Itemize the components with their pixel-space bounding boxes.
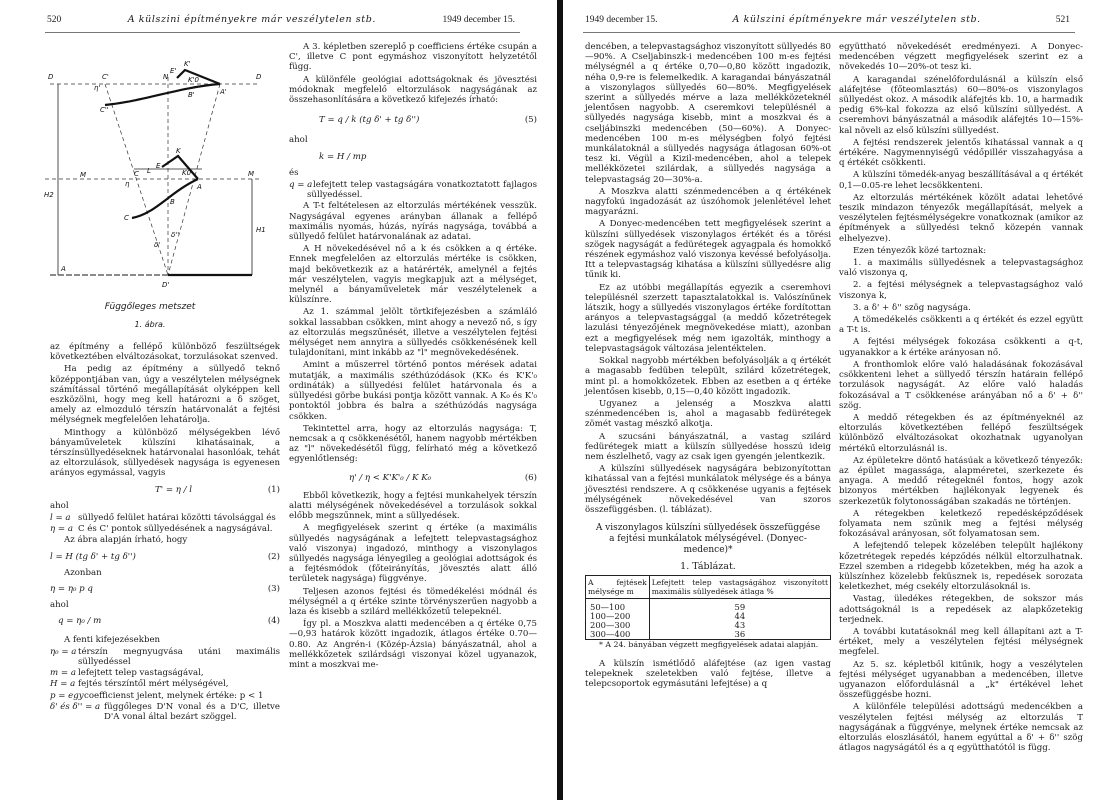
paragraph: Ez az utóbbi megállapítás egyezik a cseremhovi településnél szerzett tapasztalatokkal is. Valószínűnek látszik, hogy a süllyedés viszonylagos értéke fordítottan arányos a telepvastagsággal (a meddő kőzetrétegek lazulási tényezőjének megnövekedése miatt), azonban ezt a megfigyelések még nem igazolták, minthogy a telepvastagságok változása jelentéktelen. xyxy=(585,282,831,354)
paragraph: Az épületekre döntő hatásúak a következő tényezők: az épület magassága, alapméretei, szerkezete és anyaga. A meddő rétegeknél fontos, hogy azok bizonyos mértékben hajlékonyak legyenek és szerkezetük folytonosságában szakadás ne történjen. xyxy=(839,455,1083,507)
upper-subsidence-curve xyxy=(105,84,220,105)
text-azonban: Azonban xyxy=(64,567,102,578)
equation-5: T = q / k (tg δ' + tg δ'') (5) xyxy=(319,115,537,126)
label-E-prime: E' xyxy=(170,67,177,75)
cell-value: 44 xyxy=(649,612,830,621)
paragraph: A megfigyelések szerint q értéke (a maximális süllyedés nagyságának a lefejtett telepvastagsághoz való viszonya) ingadozó, minthogy a viszonylagos süllyedés nagysága lényegileg a geológiai adottságok és a fejtésmódok (főteirányítás, jövesztés alatt álló területek nagysága) függvénye. xyxy=(289,523,537,585)
paragraph: A Moszkva alatti szénmedencében a q értékének nagyfokú ingadozását az úszóhomok jelenlétével lehet magyarázni. xyxy=(585,186,831,218)
paragraph: A fenti kifejezésekben xyxy=(64,634,161,645)
left-column-2 xyxy=(289,42,537,672)
paragraph: A szucsáni bányászatnál, a vastag szilárd fedürétegek miatt a külszín süllyedése hosszú ideig nem észlelhető, vagy az csak igen gyengén jelentkezik. xyxy=(585,431,831,462)
table-title: A viszonylagos külszíni süllyedések összefüggése a fejtési munkálatok mélységével. (Donyec-medence)* xyxy=(595,523,821,556)
paragraph: az építmény a fellépő különböző feszültségek következtében elváltozásokat, torzulásokat szenved. xyxy=(50,342,280,363)
paragraph: A Donyec-medencében tett megfigyelések szerint a külszíni süllyedések viszonylagos értékét és a törési szögek nagyságát a fedürétegek agyagpala és homokkő részének egymáshoz való viszonya kevéssé befolyásolja. Itt a telepvastagság kihatása a külszíni süllyedésre alig tűnik ki. xyxy=(585,219,831,281)
equation-3: η = η₀ p q (3) xyxy=(50,584,280,595)
paragraph: Teljesen azonos fejtési és tömedékelési módnál és mélységnél a q értéke szinte törvényszerűen nagyobb a laza és kisebb a szilárd mellékkőzetű telepeknél. xyxy=(289,586,537,617)
label-C-low: C xyxy=(124,214,129,222)
label-N: N xyxy=(163,73,169,81)
definition-delta: δ' és δ'' = a függőleges D'N vonal és a D'C, illetve D'A vonal által bezárt szöggel. xyxy=(50,701,280,723)
header-rule xyxy=(583,32,1075,33)
text-ahol: ahol xyxy=(50,500,69,511)
running-title: A külszini építményekre már veszélytelen stb. xyxy=(732,14,981,25)
figure-number: 1. ábra. xyxy=(134,320,166,329)
label-delta-double-prime: δ'' xyxy=(171,231,180,239)
figure-vertical-section xyxy=(30,42,270,342)
paragraph: Vastag, üledékes rétegekben, de sokszor más adottságoknál is a repedések az alapkőzetekig terjednek. xyxy=(839,594,1083,625)
equation-number: (1) xyxy=(267,484,280,495)
label-A-bottom: A xyxy=(61,265,66,273)
text-ahol: ahol xyxy=(289,135,308,146)
issue-date: 1949 december 15. xyxy=(442,15,515,25)
paragraph: A fronthomlok előre való haladásának fokozásával csökkenteni lehet a süllyedő térszín határain fellépő torzulások nagyságát. Az előre való haladás fokozásával a T csökkenése arányában nő a δ' + δ'' szög. xyxy=(839,359,1083,411)
definition-eta0: η₀ = a térszín megnyugvása utáni maximális süllyedéssel xyxy=(50,646,280,668)
data-table xyxy=(585,575,831,640)
paragraph: Ebből következik, hogy a fejtési munkahelyek térszín alatti mélységének növekedésével a torzulások sokkal előbb megszűnnek, mint a süllyedések. xyxy=(289,490,537,522)
paragraph: A rétegekben keletkező repedésképződések folyamata nem szűnik meg a fejtési mélység fokozásával arányosan, sőt folyamatosan sem. xyxy=(839,508,1083,540)
paragraph: A további kutatásoknál meg kell állapítani azt a T-értéket, mely a veszélytelen fejtési mélységnek megfelel. xyxy=(839,626,1083,658)
paragraph: dencében, a telepvastagsághoz viszonyított süllyedés 80—90%. A Cseljabinszk-i medencében 100 m-es fejtési mélységnél a q értéke 0,70—0,80 között ingadozik, néha 0,9-re is felemelkedik. A karagandai bányászatnál a viszonylagos süllyedés 60—80%. Megfigyelések szerint a süllyedés mérve a laza mellékközeteknél jelentősen nagyobb. A cseremkovi településnél a süllyedés nagysága kisebb, mint a moszkvai és a cseljábinszki medencében (50—60%). A Donyec-medencében 100 m-es mélységben folyó fejtési munkálatoknál a süllyedés nagysága átlagosan 60%-ot tesz ki. Végül a Kizil-medencében, ahol a telepek mellékközetei szilárdak, a süllyedés nagysága a telepvastagság 20—30%-a. xyxy=(585,42,831,185)
paragraph: A külszíni tömedék-anyag beszállításával a q értékét 0,1—0.05-re lehet lecsökkenteni. xyxy=(839,170,1083,191)
definition-p: p = egy coefficienst jelent, melynek értéke: p < 1 xyxy=(50,690,264,701)
label-C-prime: C' xyxy=(102,73,109,81)
definition-l: l = a süllyedő felület határai közötti távolsággal és xyxy=(50,513,276,524)
label-C-double-prime: C'' xyxy=(100,106,109,114)
label-H2: H2 xyxy=(44,191,54,199)
paragraph: együttható növekedését eredményezi. A Donyec-medencében végzett megfigyelések szerint ez a növekedés 10—20%-ot tesz ki. xyxy=(839,42,1083,73)
running-header xyxy=(585,14,1070,28)
running-header xyxy=(47,14,515,28)
line-A-D-prime xyxy=(168,84,220,275)
paragraph: A külszíni süllyedések nagyságára bebizonyítottan kihatással van a fejtési munkálatok mélysége és a bánya jövesztési rendszere. A q csökkenése ugyanis a fejtések mélységének növekedésével van szoros összefüggésben. (l. táblázat). xyxy=(585,464,831,515)
label-L: L xyxy=(147,167,151,175)
left-column-1 xyxy=(50,342,280,723)
paragraph: Amint a műszerrel történő pontos mérések adatai mutatják, a maximális széthúzódások (KK₀ és K'K'₀ ordináták) a süllyedési felület határvonala és a süllyedési görbe bukási pontja között vannak. A K₀ és K'₀ pontoktól jobbra és balra a széthúzódás nagysága csökken. xyxy=(289,360,537,422)
running-title: A külszini építményekre már veszélytelen stb. xyxy=(127,14,376,25)
paragraph: A tömedékelés csökkenti a q értékét és ezzel együtt a T-t is. xyxy=(839,315,1083,336)
list-item: 2. a fejtési mélységnek a telepvastagsághoz való viszonya k, xyxy=(839,280,1083,301)
label-K0: K0 xyxy=(182,169,192,177)
paragraph: A meddő rétegekben és az építményeknél az eltorzulás következtében fellépő feszültségek különböző elváltozásokat okozhatnak ugyanolyan mértékű eltorzulásnál is. xyxy=(839,412,1083,454)
label-K0-prime: K'0 xyxy=(188,76,199,84)
paragraph: Az ábra alapján írható, hogy xyxy=(64,535,188,546)
definition-q: q = a lefejtett telep vastagságára vonatkoztatott fajlagos süllyedéssel. xyxy=(289,180,537,201)
label-D-prime: D' xyxy=(162,281,170,289)
table-label: 1. Táblázat. xyxy=(680,561,736,573)
label-eta-prime: η' xyxy=(94,84,101,92)
left-page xyxy=(0,0,556,800)
figure-caption: Függőleges metszet xyxy=(104,302,196,312)
definition-m: m = a lefejtett telep vastagságával, xyxy=(50,668,204,679)
cell-value: 36 xyxy=(649,630,830,640)
paragraph: Sokkal nagyobb mértékben befolyásolják a q értékét a magasabb fedüben települt, szilárd kőzetrétegek, mint pl. a homokkőzetek. Ebben az esetben a q értéke jelentősen kisebb, 0,15—0,40 között ingadozik. xyxy=(585,356,831,397)
label-M-right: M xyxy=(248,170,255,178)
subsidence-curves xyxy=(105,70,255,275)
equation-2: l = H (tg δ' + tg δ'') (2) xyxy=(50,551,280,562)
label-K-prime: K' xyxy=(184,60,191,68)
equation-4: q = η₀ / m (4) xyxy=(58,616,280,627)
cell-depth: 300—400 xyxy=(586,630,650,640)
lower-subsidence-curve xyxy=(132,179,198,218)
equation-body: T' = η / l xyxy=(155,484,193,495)
paragraph: A különféle települési adottságú medencékben a veszélytelen fejtési mélység az eltorzulás T nagyságának a függvénye, melynek értéke nemcsak az eltorzulás eloszlásától, hanem egyúttal a δ' + δ'' szög átlagos nagyságától és a q együtthatótól is függ. xyxy=(839,702,1083,754)
paragraph: Ugyanez a jelenség a Moszkva alatti szénmedencében is, ahol a magasabb fedürétegek zömét vastag mészkő alkotja. xyxy=(585,398,831,430)
paragraph: A 3. képletben szereplő p coefficiens értéke csupán a C', illetve C pont egymáshoz viszonyított helyzetétől függ. xyxy=(289,42,537,73)
paragraph: Ha pedig az építmény a süllyedő teknő középpontjában van, úgy a veszélytelen mélységnek számítással történő megállapítását olyképpen kell eszközölni, hogy meg kell határozni a δ szöget, amely az elmozduló térszín határvonalát a fejtési mélységnek megfelelően lehatárolja. xyxy=(50,364,280,426)
cell-value: 43 xyxy=(649,621,830,630)
label-D-left: D xyxy=(48,73,54,81)
label-H1: H1 xyxy=(256,226,266,234)
paragraph: A fejtési rendszerek jelentős kihatással vannak a q értékére. Nagymennyiségű védőpillér visszahagyása a q értékét csökkenti. xyxy=(839,137,1083,169)
list-item: 1. a maximális süllyedésnek a telepvastagsághoz való viszonya q, xyxy=(839,258,1083,279)
page-number: 521 xyxy=(1055,15,1070,25)
label-delta-prime: δ' xyxy=(154,241,161,249)
paragraph: A lefejtendő telepek közelében települt hajlékony kőzetrétegek repedés képződés nélkül eltorzulhatnak. Ezzel szemben a ridegebb kőzetekben, még ha azok a külszínhez közelebb feküsznek is, repedések sorozata keletkezhet, még csekély eltorzulásoknál is. xyxy=(839,541,1083,593)
label-K: K xyxy=(176,147,181,155)
text-es: és xyxy=(289,167,299,178)
paragraph: A H növekedésével nő a k és csökken a q értéke. Ennek megfelelően az eltorzulás mértéke is csökken, majd bekövetkezik az a határérték, amelynél a fejtés már veszélytelen, vagyis megkapjuk azt a mélységet, melynél a bányaműveletek már veszélytelenek a külszínre. xyxy=(289,244,537,306)
equation-1 xyxy=(50,485,280,495)
label-E: E xyxy=(156,162,161,170)
label-C-mid: C xyxy=(134,170,139,178)
label-B-prime: B' xyxy=(188,91,195,99)
page-number: 520 xyxy=(47,15,62,25)
definition-H: H = a fejtés térszíntől mért mélységével, xyxy=(50,679,229,690)
cell-depth: 200—300 xyxy=(586,621,650,630)
paragraph: Tekintettel arra, hogy az eltorzulás nagysága: T, nemcsak a q csökkenésétől, hanem nagyobb mértékben az "l" növekedésétől függ, felírható még a következő egyenlőtlenség: xyxy=(289,423,537,465)
label-B: B xyxy=(170,198,175,206)
table-header-row xyxy=(586,576,831,599)
label-M-left: M xyxy=(80,171,87,179)
list-item: 3. a δ' + δ'' szög nagysága. xyxy=(853,302,971,313)
label-D-right: D xyxy=(256,73,262,81)
table-row xyxy=(586,599,831,613)
equation-6: η' / η < K'K'₀ / K K₀ (6) xyxy=(349,472,537,483)
paragraph: Ezen tényezők közé tartoznak: xyxy=(853,245,987,256)
paragraph: Minthogy a különböző mélységekben lévő bányaműveletek külszíni kihatásainak, a térszínsüllyedéseknek határvonalai hasonlóak, tehát az eltorzulások, süllyedések nagysága is egyenesen arányos egymással, vagyis xyxy=(50,427,280,479)
column-header-subsidence: Lefejtett telep vastagságához viszonyított maximális süllyedések átlaga % xyxy=(649,576,830,599)
table-footnote: * A 24. bányában végzett megfigyelések adatai alapján. xyxy=(599,640,819,650)
label-A-mid: A xyxy=(197,183,202,191)
right-column-2 xyxy=(839,42,1083,755)
label-eta: η xyxy=(125,180,130,188)
paragraph: Így pl. a Moszkva alatti medencében a q értéke 0,75—0,93 határok között ingadozik, átlagos értéke 0.70—0.80. Az Angrén-i (Közép-Ázsia) bányászatnál, ahol a mellékkőzetek szilárdsági viszonyai közel ugyanazok, mint a moszkvai me- xyxy=(289,619,537,670)
paragraph: Az eltorzulás mértékének közölt adatai lehetővé teszik mindazon tényezők megállapítását, melyek a veszélytelen fejtésmélységekre vonatkoznak (amikor az építmények a süllyedési teknő közepén vannak elhelyezve). xyxy=(839,192,1083,244)
paragraph: A fejtési mélységek fokozása csökkenti a q-t, ugyanakkor a k értéke arányosan nő. xyxy=(839,337,1083,358)
paragraph: A különféle geológiai adottságoknak és jövesztési módoknak megfelelő eltorzulások nagyságának az összehasonlítására a következő kifejezés írható: xyxy=(289,74,537,106)
paragraph: A karagandai szénelőfordulásnál a külszín első aláfejtése (főteomlasztás) 60—80%-os viszonylagos süllyedést okoz. A második aláfejtés kb. 10, a harmadik pedig 6%-kal fokozza az első külszíni süllyedést. A cseremhovi bányászatnál a második aláfejtés 10—15%-kal növeli az első külszíni süllyedést. xyxy=(839,74,1083,136)
paragraph: A külszín ismétlődő aláfejtése (az igen vastag telepeknek szeletekben való fejtése, illetve a telepcsoportok egymásutáni lefejtése) a q xyxy=(585,658,831,689)
paragraph: A T-t feltételesen az eltorzulás mértékének vesszük. Nagyságával egyenes arányban állanak a fellépő maximális nyomás, húzás, nyírás nagysága, továbbá a süllyedő felület határvonalának az adatai. xyxy=(289,201,537,243)
cell-value: 59 xyxy=(649,599,830,613)
cell-depth: 50—100 xyxy=(586,599,650,613)
right-column-1 xyxy=(585,42,831,691)
column-header-depth: A fejtések mélysége m xyxy=(586,576,650,599)
header-rule xyxy=(45,32,520,33)
text-ahol: ahol xyxy=(50,600,69,611)
paragraph: Az 1. számmal jelölt törtkifejezésben a számláló sokkal lassabban csökken, mint ahogy a nevező nő, s így az eltorzulás megszűnését, illetve a veszélytelen fejtési mélységet nem annyira a süllyedés csökkenésének kell tulajdonítani, mint inkább az "l" megnövekedésének. xyxy=(289,307,537,359)
cell-depth: 100—200 xyxy=(586,612,650,621)
definition-eta: η = a C és C' pontok süllyedésének a nagyságával. xyxy=(50,524,273,535)
lower-strain-curve xyxy=(162,156,198,179)
construction-lines xyxy=(45,77,260,275)
paragraph: Az 5. sz. képletből kitűnik, hogy a veszélytelen fejtési mélységet ugyanabban a medencében, illetve ugyanazon előfordulásnál a „k" értékével lehet összefüggésbe hozni. xyxy=(839,659,1083,701)
table-row xyxy=(586,630,831,640)
issue-date: 1949 december 15. xyxy=(585,15,658,25)
label-A-prime: A' xyxy=(220,88,227,96)
right-page xyxy=(563,0,1114,800)
equation-k: k = H / mp xyxy=(319,151,367,162)
